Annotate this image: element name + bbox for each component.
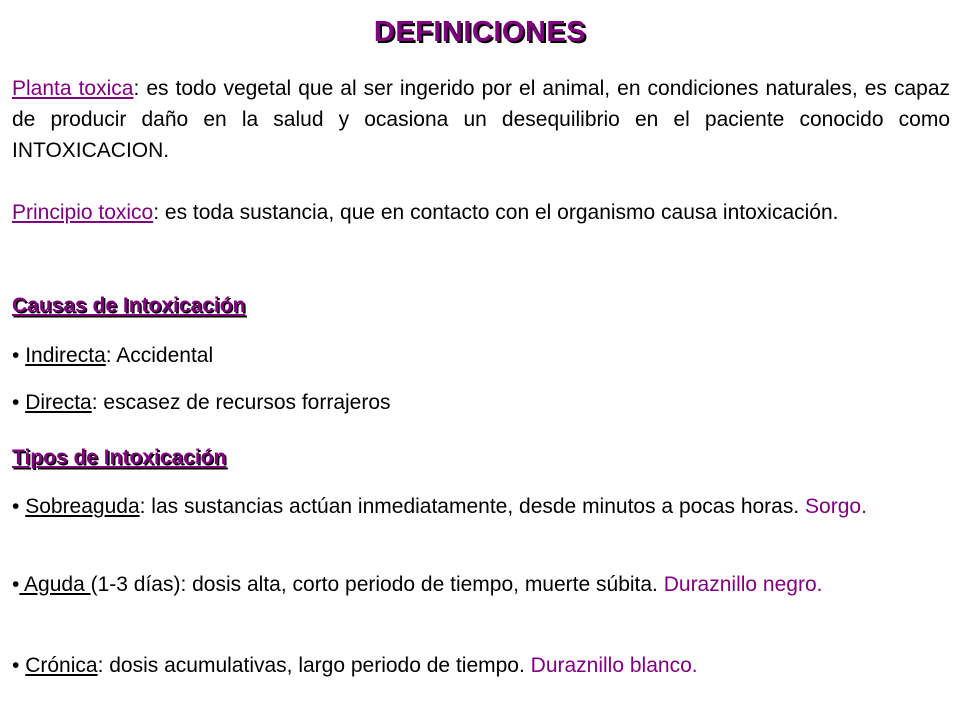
list-item-tipo-aguda: [12, 569, 950, 600]
bullet: •: [12, 654, 20, 677]
term-principio-toxico: Principio toxico: [12, 201, 154, 224]
term-planta-toxica: Planta toxica: [12, 77, 134, 100]
text-aguda: (1-3 días): dosis alta, corto periodo de tiempo, muerte súbita.: [90, 573, 664, 596]
text-sobreaguda: : las sustancias actúan inmediatamente, desde minutos a pocas horas.: [139, 495, 806, 518]
term-directa: Directa: [25, 391, 92, 414]
definition-text-principio: : es toda sustancia, que en contacto con el organismo causa intoxicación.: [153, 201, 839, 224]
slide-title: DEFINICIONES: [373, 16, 587, 48]
text-indirecta: : Accidental: [105, 344, 214, 367]
term-aguda: Aguda: [19, 573, 91, 596]
definition-text-planta: : es todo vegetal que al ser ingerido por el animal, en condiciones naturales, es capaz de producir daño en la salud y ocasiona un desequilibrio en el paciente conocido como INTOXICACION.: [12, 77, 950, 162]
list-item-tipo-sobreaguda: [12, 491, 950, 522]
list-item-causa-indirecta: [12, 340, 950, 371]
bullet: •: [12, 573, 20, 596]
term-indirecta: Indirecta: [25, 344, 106, 367]
definition-principio-toxico: [12, 197, 937, 228]
bullet: •: [12, 495, 20, 518]
example-duraznillo-blanco: Duraznillo blanco.: [530, 654, 698, 677]
text-directa: : escasez de recursos forrajeros: [91, 391, 391, 414]
term-sobreaguda: Sobreaguda: [25, 495, 140, 518]
list-item-causa-directa: [12, 387, 950, 418]
heading-tipos: Tipos de Intoxicación: [12, 446, 227, 469]
bullet: •: [12, 391, 20, 414]
example-duraznillo-negro: Duraznillo negro.: [663, 573, 823, 596]
bullet: •: [12, 344, 20, 367]
example-sorgo: Sorgo.: [805, 495, 867, 518]
list-item-tipo-cronica: [12, 650, 950, 681]
definition-planta-toxica: [12, 73, 950, 166]
text-cronica: : dosis acumulativas, largo periodo de tiempo.: [97, 654, 531, 677]
heading-causas: Causas de Intoxicación: [12, 294, 246, 317]
term-cronica: Crónica: [25, 654, 98, 677]
